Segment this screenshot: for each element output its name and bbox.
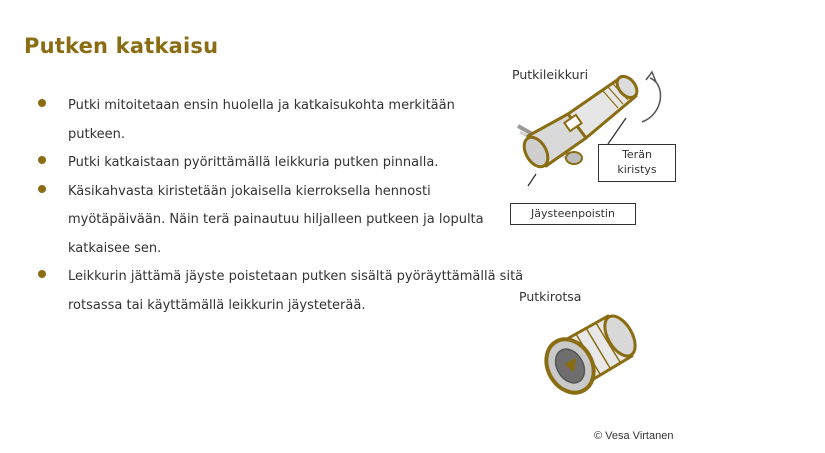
blade-tightening-callout	[598, 144, 676, 182]
pipe-reamer-icon	[536, 306, 640, 402]
bullet-text: Putki katkaistaan pyörittämällä leikkuria putken pinnalla.	[68, 155, 439, 170]
bullet-text: Käsikahvasta kiristetään jokaisella kierroksella hennosti myötäpäivään. Näin terä painautuu hiljalleen putkeen ja lopulta katkaisee sen.	[68, 183, 484, 256]
bullet-text: Leikkurin jättämä jäyste poistetaan putken sisältä pyöräyttämällä sitä rotsassa tai käyttämällä leikkurin jäysteterää.	[68, 269, 524, 313]
blade-callout-line1: Terän	[622, 148, 652, 161]
bullet-dot-icon	[38, 99, 46, 107]
slide-title: Putken katkaisu	[24, 34, 219, 58]
cutter-label: Putkileikkuri	[512, 67, 589, 82]
bullet-text: Putki mitoitetaan ensin huolella ja katkaisukohta merkitään putkeen.	[68, 98, 455, 142]
bullet-dot-icon	[38, 185, 46, 193]
bullet-item	[36, 92, 468, 149]
bullet-item	[36, 178, 518, 264]
bullet-item	[36, 149, 506, 178]
copyright-text: © Vesa Virtanen	[594, 430, 674, 442]
reamer-label: Putkirotsa	[519, 289, 582, 304]
blade-callout-line2: kiristys	[617, 163, 657, 176]
bullet-item	[36, 263, 538, 320]
bullet-dot-icon	[38, 156, 46, 164]
deburrer-callout: Jäysteenpoistin	[510, 203, 636, 225]
bullet-list	[36, 92, 524, 320]
bullet-dot-icon	[38, 270, 46, 278]
